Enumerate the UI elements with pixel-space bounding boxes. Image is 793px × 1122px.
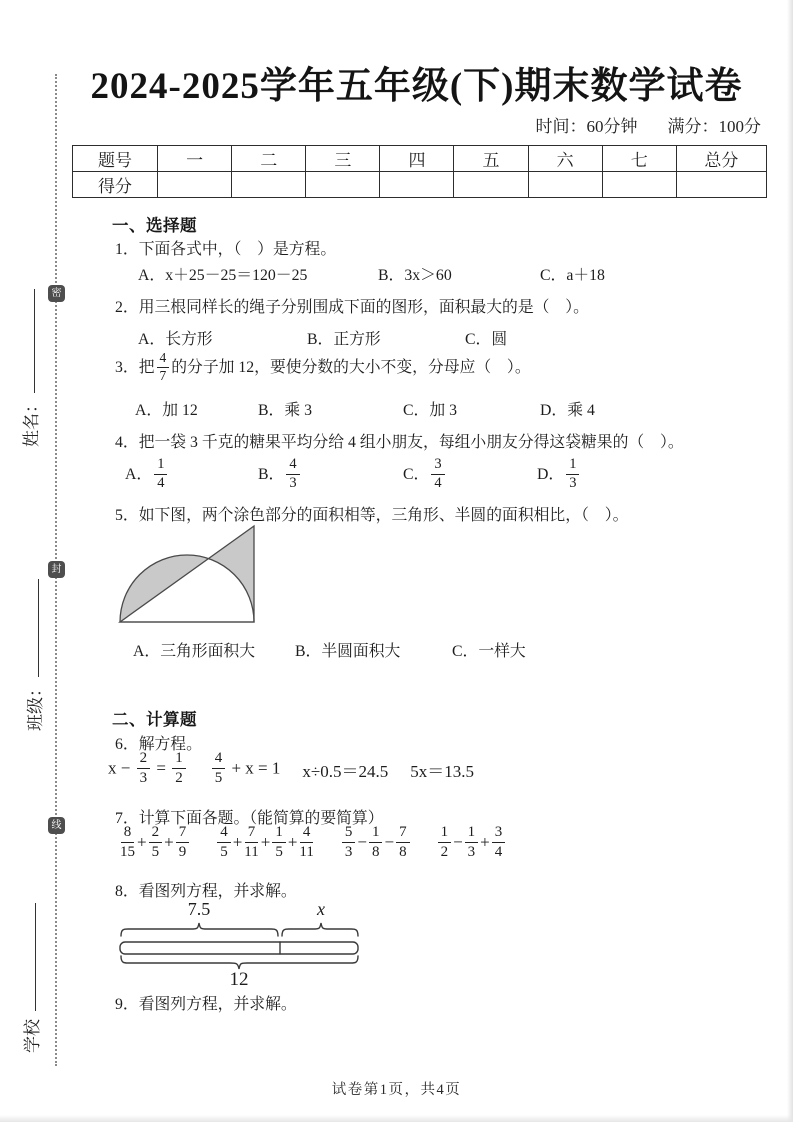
- q4-option-b: B． $\frac{4}{3}$: [258, 458, 302, 492]
- q5-option-a: A．三角形面积大: [133, 643, 255, 660]
- score-cell-empty: [602, 172, 676, 198]
- score-cell-empty: [380, 172, 454, 198]
- col-header: 五: [454, 146, 528, 172]
- q1-option-c: C．a＋18: [540, 267, 605, 284]
- q5-stem: 5．如下图，两个涂色部分的面积相等，三角形、半圆的面积相比，（ ）。: [115, 507, 629, 524]
- q8-brace-total: [121, 956, 358, 969]
- seal-badge-feng: 封: [48, 561, 65, 578]
- q2-option-c: C．圆: [465, 331, 508, 348]
- class-field-label: 班级：: [25, 680, 45, 731]
- q3-option-d: D．乘 4: [540, 402, 595, 419]
- total-score-header: 总分: [676, 146, 766, 172]
- q9-label: 9．看图列方程，并求解。: [115, 996, 297, 1013]
- score-cell-empty: [528, 172, 602, 198]
- fraction: $\frac{1}{8}$: [369, 825, 383, 861]
- q8-segment-1-value: 7.5: [187, 899, 211, 919]
- q7-expressions: [118, 826, 507, 862]
- q2-stem: 2．用三根同样长的绳子分别围成下面的图形，面积最大的是（ ）。: [115, 299, 589, 316]
- fraction: $\frac{1}{3}$: [465, 825, 479, 861]
- fraction: $\frac{7}{8}$: [396, 825, 410, 861]
- name-field: [19, 277, 39, 447]
- q8-brace-segment-1: [121, 923, 278, 936]
- col-header: 七: [602, 146, 676, 172]
- score-cell-empty: [158, 172, 232, 198]
- page-edge-shadow-bottom: [0, 1115, 793, 1122]
- score-table-header-row: [73, 146, 767, 172]
- page-edge-shadow-right: [787, 0, 793, 1122]
- q7-label: 7．计算下面各题。（能简算的要简算）: [115, 810, 384, 827]
- q4-stem: 4．把一袋 3 千克的糖果平均分给 4 组小朋友，每组小朋友分得这袋糖果的（ ）。: [115, 434, 684, 451]
- q4-option-c: C． $\frac{3}{4}$: [403, 458, 447, 492]
- q5-options: [0, 638, 793, 660]
- fraction: $\frac{1}{2}$: [438, 825, 452, 861]
- fraction: $\frac{3}{4}$: [492, 825, 506, 861]
- class-blank-line: [27, 579, 39, 677]
- q7-expression-3: $\frac{5}{3}$ − $\frac{1}{8}$ − $\frac{7}{8}$: [340, 826, 412, 862]
- q6-equations: [108, 752, 474, 788]
- score-table: [72, 145, 767, 198]
- score-row-label: 得分: [73, 172, 158, 198]
- q7-expression-4: $\frac{1}{2}$ − $\frac{1}{3}$ + $\frac{3}{4}$: [436, 826, 508, 862]
- score-cell-empty: [676, 172, 766, 198]
- q8-bar: [120, 942, 358, 954]
- section-1-heading: 一、选择题: [112, 217, 197, 235]
- q1-option-a: A．x＋25－25＝120－25: [138, 267, 308, 284]
- exam-meta: [536, 112, 762, 137]
- q3-option-c: C．加 3: [403, 402, 457, 419]
- q4-option-a: A． $\frac{1}{4}$: [125, 458, 169, 492]
- fraction: $\frac{1}{5}$: [272, 825, 286, 861]
- q6-label: 6．解方程。: [115, 736, 202, 753]
- q8-bar-model-diagram: [118, 896, 364, 988]
- q6-equation-1: x − $\frac{2}{3}$ = $\frac{1}{2}$: [108, 752, 188, 788]
- page-title: 2024-2025学年五年级(下)期末数学试卷: [90, 66, 743, 107]
- fraction: $\frac{5}{3}$: [342, 825, 356, 861]
- footer-page-number: 试卷第1页，共4页: [331, 1082, 462, 1098]
- q4-option-d: D． $\frac{1}{3}$: [537, 458, 581, 492]
- school-field: [20, 897, 40, 1053]
- fraction: $\frac{3}{4}$: [431, 457, 444, 491]
- fraction: $\frac{4}{5}$: [217, 825, 231, 861]
- q1-stem: 1．下面各式中，（ ）是方程。: [115, 241, 337, 258]
- fraction: $\frac{1}{3}$: [566, 457, 579, 491]
- q6-equation-3: x÷0.5＝24.5: [302, 762, 389, 782]
- q8-brace-segment-2: [282, 923, 358, 936]
- fraction: $\frac{7}{9}$: [176, 825, 190, 861]
- fraction: $\frac{8}{15}$: [120, 824, 135, 860]
- col-header: 一: [158, 146, 232, 172]
- full-score-label: 满分：100分: [667, 117, 761, 136]
- q8-segment-2-value: x: [317, 899, 325, 919]
- score-table-score-row: [73, 172, 767, 198]
- fraction: $\frac{4}{5}$: [212, 751, 226, 787]
- q6-equation-2: $\frac{4}{5}$ + x = 1: [210, 752, 281, 788]
- q3-stem: 3．把 $\frac{4}{7}$ 的分子加 12，要使分数的大小不变，分母应（ ）。: [115, 350, 531, 384]
- seal-badge-xian: 线: [48, 817, 65, 834]
- q3-options: [0, 397, 793, 419]
- time-limit-label: 时间：60分钟: [535, 117, 638, 136]
- q3-option-a: A．加 12: [135, 402, 198, 419]
- score-cell-empty: [454, 172, 528, 198]
- score-cell-empty: [232, 172, 306, 198]
- fraction: $\frac{1}{4}$: [154, 457, 167, 491]
- score-cell-empty: [306, 172, 380, 198]
- q2-option-b: B．正方形: [307, 331, 381, 348]
- q2-options: [0, 326, 793, 348]
- fraction: $\frac{4}{3}$: [286, 457, 299, 491]
- q3-option-b: B．乘 3: [258, 402, 312, 419]
- col-header: 四: [380, 146, 454, 172]
- q4-options: [0, 458, 793, 494]
- q1-options: [0, 262, 793, 284]
- fraction: $\frac{2}{3}$: [137, 751, 151, 787]
- q8-label: 8．看图列方程，并求解。: [115, 883, 297, 900]
- q5-figure-semicircle-triangle: [117, 523, 257, 626]
- q7-expression-2: $\frac{4}{5}$ + $\frac{7}{11}$ + $\frac{1}{5}$ + $\frac{4}{11}$: [215, 826, 316, 862]
- q5-option-c: C．一样大: [452, 643, 526, 660]
- q7-expression-1: $\frac{8}{15}$ + $\frac{2}{5}$ + $\frac{7}{9}$: [118, 826, 191, 862]
- fraction: $\frac{1}{2}$: [172, 751, 186, 787]
- col-header: 六: [528, 146, 602, 172]
- col-header: 二: [232, 146, 306, 172]
- q2-option-a: A．长方形: [138, 331, 213, 348]
- fraction: $\frac{2}{5}$: [149, 825, 163, 861]
- name-field-label: 姓名：: [21, 396, 41, 447]
- col-header: 三: [306, 146, 380, 172]
- seal-badge-mi: 密: [48, 285, 65, 302]
- school-blank-line: [24, 903, 36, 1011]
- fraction: $\frac{4}{7}$: [157, 351, 170, 383]
- school-field-label: 学校: [22, 1019, 42, 1053]
- fraction: $\frac{4}{11}$: [299, 824, 314, 860]
- question-number-header: 题号: [73, 146, 158, 172]
- q1-option-b: B．3x＞60: [378, 267, 452, 284]
- fraction: $\frac{7}{11}$: [244, 824, 259, 860]
- q6-equation-4: 5x＝13.5: [410, 762, 474, 782]
- q8-total-value: 12: [229, 969, 249, 988]
- q5-option-b: B．半圆面积大: [295, 643, 401, 660]
- section-2-heading: 二、计算题: [112, 711, 197, 729]
